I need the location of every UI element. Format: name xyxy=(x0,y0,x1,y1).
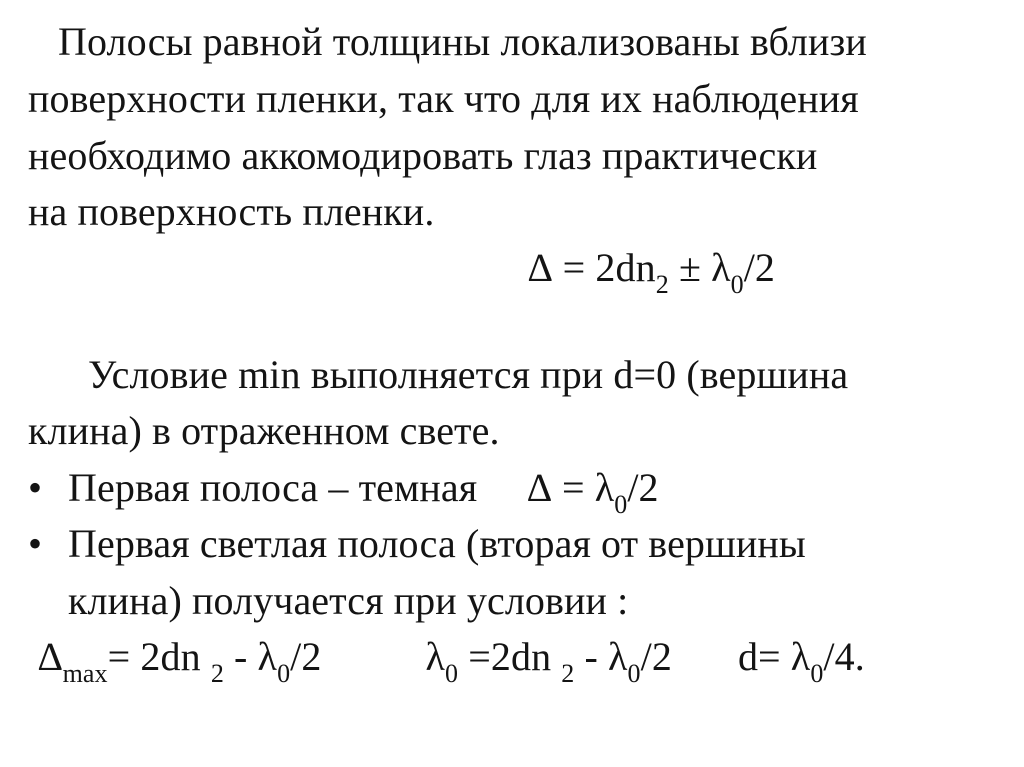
bullet-item2-line1: Первая светлая полоса (вторая от вершины xyxy=(68,521,806,566)
formula-rhs: /2 xyxy=(743,245,776,290)
formula-path-difference xyxy=(528,244,776,299)
bullet-item-dark-band xyxy=(28,464,659,519)
paragraph2-line1: Условие min выполняется при d=0 (вершина xyxy=(88,352,849,397)
formula-thickness xyxy=(737,634,865,688)
f1-minus: - λ xyxy=(223,634,278,679)
bullet-icon: • xyxy=(28,521,43,566)
f3-head: d= λ xyxy=(737,634,811,679)
paragraph1-line2: поверхности пленки, так что для их наблюдения xyxy=(28,76,859,121)
formula-lhs: ∆ = 2dn xyxy=(528,245,656,290)
f3-sub-0: 0 xyxy=(810,659,824,688)
lambda-symbol: λ xyxy=(425,634,445,679)
paragraph2-line2: клина) в отраженном свете. xyxy=(28,408,500,453)
paragraph1-line3: необходимо аккомодировать глаз практически xyxy=(28,133,818,178)
f2-sub-2: 2 xyxy=(561,659,575,688)
bullet-item-light-band xyxy=(28,520,806,568)
f2-minus: - λ xyxy=(574,634,628,679)
f1-tail: /2 xyxy=(290,634,322,679)
formulas-bottom-row xyxy=(38,633,865,688)
f3-tail: /4. xyxy=(823,634,865,679)
bullet-item1-text: Первая полоса – темная xyxy=(68,465,478,510)
formula-delta-max xyxy=(38,634,322,688)
formula-sub-lambda: 0 xyxy=(730,270,744,299)
f2-sub-0a: 0 xyxy=(445,659,459,688)
formula-sub-n: 2 xyxy=(655,270,669,299)
bullet-item1-formula-b: /2 xyxy=(627,465,659,510)
delta-symbol: ∆ xyxy=(38,634,63,679)
f1-eq: = 2dn xyxy=(107,634,211,679)
f2-eq: =2dn xyxy=(458,634,562,679)
formula-lambda-zero xyxy=(425,634,672,688)
formula-mid: ± λ xyxy=(668,245,731,290)
sub-max: max xyxy=(62,659,108,688)
f2-sub-0b: 0 xyxy=(627,659,641,688)
bullet-icon: • xyxy=(28,465,43,510)
f1-sub-2: 2 xyxy=(210,659,224,688)
f2-tail: /2 xyxy=(640,634,672,679)
bullet-item1-formula-a: ∆ = λ xyxy=(527,465,615,510)
paragraph1-line4: на поверхность пленки. xyxy=(28,189,435,234)
bullet-item1-formula-sub: 0 xyxy=(614,490,628,519)
paragraph1-line1: Полосы равной толщины локализованы вблизи xyxy=(58,19,867,64)
f1-sub-0: 0 xyxy=(277,659,291,688)
bullet-item2-line2: клина) получается при условии : xyxy=(68,578,629,623)
